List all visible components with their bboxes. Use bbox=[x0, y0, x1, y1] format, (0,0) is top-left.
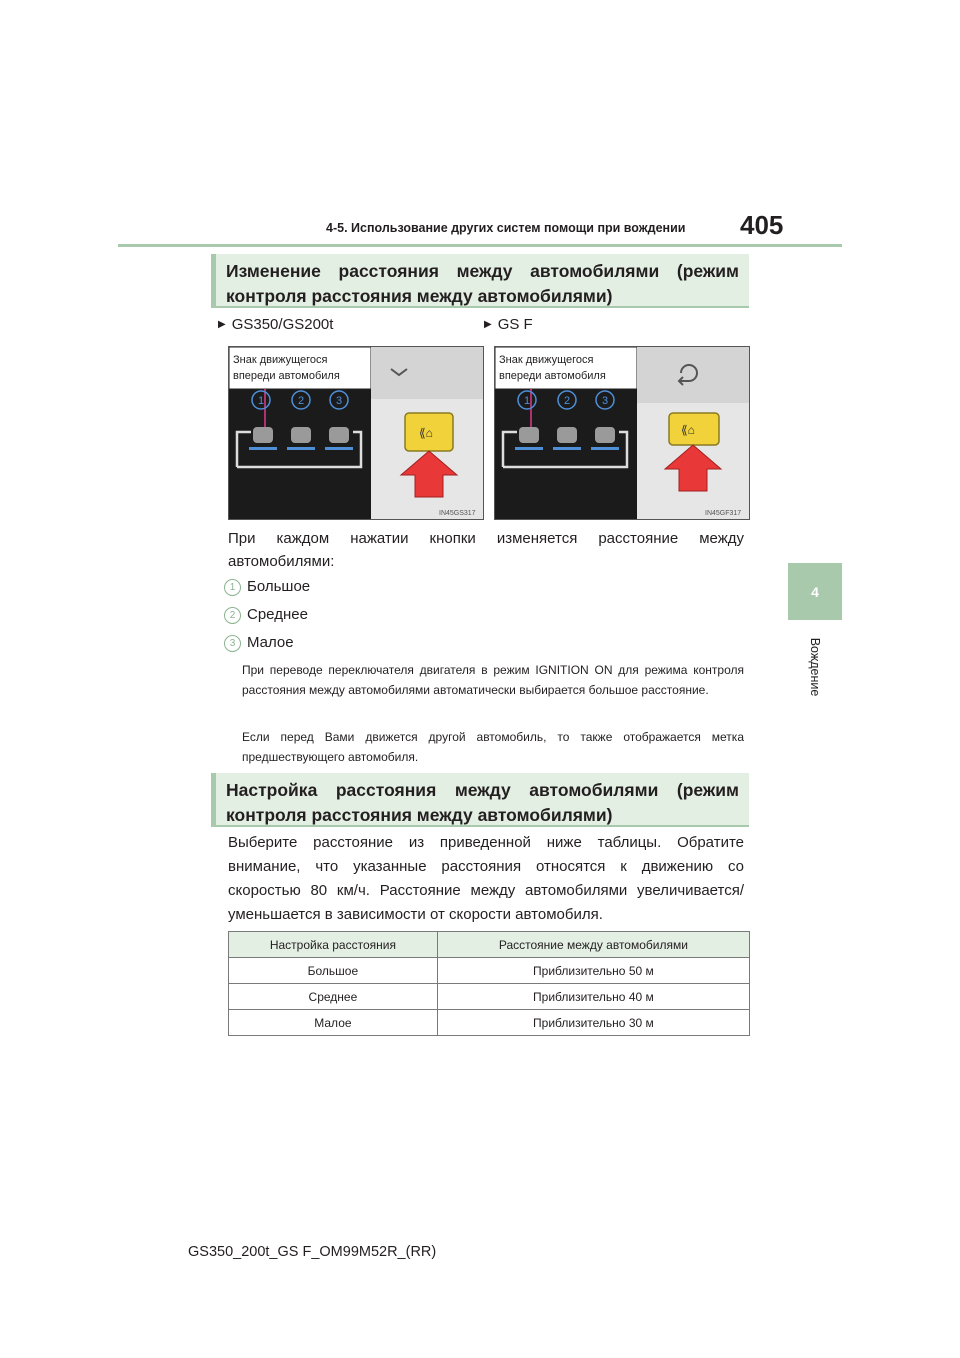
figure-code: IN45GS317 bbox=[439, 510, 476, 517]
model-text: GS350/GS200t bbox=[231, 316, 334, 333]
model-label-gsf bbox=[484, 316, 533, 333]
model-text: GS F bbox=[497, 316, 533, 333]
step-1-icon: 1 bbox=[224, 579, 241, 596]
table-header-cell: Расстояние между автомобилями bbox=[437, 932, 749, 958]
step-2-icon: 2 bbox=[224, 607, 241, 624]
list-item bbox=[224, 606, 308, 624]
table-cell: Среднее bbox=[229, 984, 438, 1010]
figure-gs350-distance-switch bbox=[228, 346, 484, 520]
chapter-number: 4 bbox=[811, 583, 819, 600]
chapter-tab bbox=[788, 563, 842, 620]
table-cell: Приблизительно 50 м bbox=[437, 958, 749, 984]
triangle-bullet-icon: ▶ bbox=[484, 319, 492, 330]
section-heading-set-distance: Настройка расстояния между автомобилями (режим контроля расстояния между автомобилями) bbox=[211, 773, 749, 827]
distance-switch-icon: ⟪⌂ bbox=[681, 423, 695, 437]
list-item-label: Малое bbox=[247, 634, 294, 651]
table-cell: Приблизительно 40 м bbox=[437, 984, 749, 1010]
table-cell: Приблизительно 30 м bbox=[437, 1010, 749, 1036]
header-title: 4-5. Использование других систем помощи при вождении bbox=[326, 221, 686, 235]
table-cell: Большое bbox=[229, 958, 438, 984]
page-number: 405 bbox=[740, 210, 784, 240]
header-rule bbox=[118, 244, 842, 247]
paragraph-press-button: При каждом нажатии кнопки изменяется расстояние между автомобилями: bbox=[228, 530, 744, 570]
figure-label-line1: Знак движущегося bbox=[233, 354, 328, 366]
step-3-icon: 3 bbox=[224, 635, 241, 652]
note-preceding-vehicle: Если перед Вами движется другой автомобиль, то также отображается метка предшествующего автомобиля. bbox=[242, 730, 744, 764]
triangle-bullet-icon: ▶ bbox=[218, 319, 226, 330]
step-number: 1 bbox=[523, 395, 531, 407]
table-cell: Малое bbox=[229, 1010, 438, 1036]
footer-document-code: GS350_200t_GS F_OM99M52R_(RR) bbox=[188, 1244, 437, 1260]
step-number: 3 bbox=[601, 395, 609, 407]
distance-table bbox=[228, 931, 750, 1036]
distance-switch-icon: ⟪⌂ bbox=[419, 426, 433, 440]
table-header-cell: Настройка расстояния bbox=[229, 932, 438, 958]
list-item-label: Среднее bbox=[247, 606, 308, 623]
table-header-row bbox=[229, 932, 750, 958]
note-ignition: При переводе переключателя двигателя в режим IGNITION ON для режима контроля расстояния между автомобилями автоматически выбирается большое расстояние. bbox=[242, 663, 744, 697]
table-row bbox=[229, 984, 750, 1010]
figure-code: IN45GF317 bbox=[705, 510, 742, 517]
list-item-label: Большое bbox=[247, 578, 311, 595]
table-row bbox=[229, 958, 750, 984]
step-number: 1 bbox=[257, 395, 265, 407]
figure-label-line2: впереди автомобиля bbox=[499, 370, 606, 382]
model-label-gs350 bbox=[218, 316, 333, 333]
chapter-label: Вождение bbox=[808, 637, 822, 697]
step-number: 2 bbox=[563, 395, 571, 407]
figure-label-line1: Знак движущегося bbox=[499, 354, 594, 366]
list-item bbox=[224, 578, 310, 596]
figure-gsf-distance-switch bbox=[494, 346, 750, 520]
step-number: 2 bbox=[297, 395, 305, 407]
list-item bbox=[224, 634, 294, 652]
step-number: 3 bbox=[335, 395, 343, 407]
section-heading-change-distance: Изменение расстояния между автомобилями (режим контроля расстояния между автомобилями) bbox=[211, 254, 749, 308]
figure-label-line2: впереди автомобиля bbox=[233, 370, 340, 382]
table-row bbox=[229, 1010, 750, 1036]
paragraph-select-distance: Выберите расстояние из приведенной ниже таблицы. Обратите внимание, что указанные расстояния относятся к движению со скоростью 80 км/ч. Расстояние между автомобилями увеличивается/уменьшается в зависимости от скорости автомобиля. bbox=[228, 834, 744, 923]
